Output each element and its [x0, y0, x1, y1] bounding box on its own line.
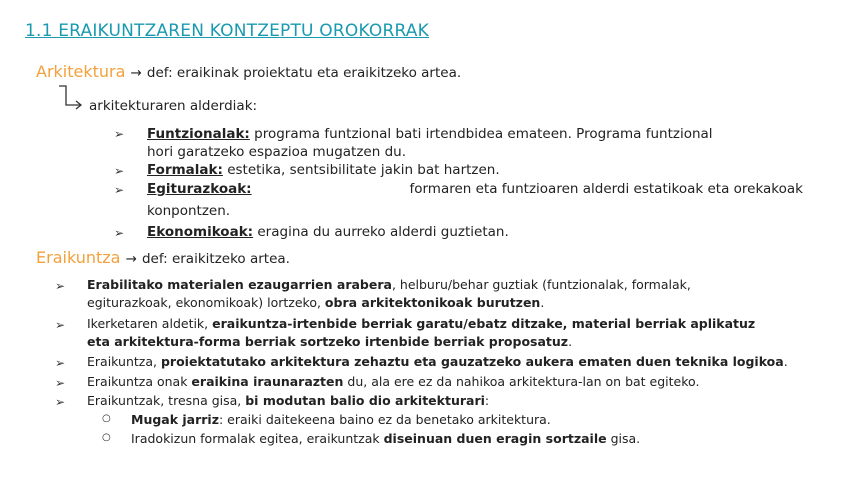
eraikuntza-term: Eraikuntza — [36, 248, 121, 267]
bullet-arrow-icon: ➢ — [55, 376, 66, 390]
aspect-name: Egiturazkoak: — [147, 181, 252, 197]
arrow-icon: → — [125, 251, 137, 267]
bold-text: eraikuntza-irtenbide berriak garatu/ebatz ditzake, material berriak aplikatuz — [212, 316, 756, 331]
text: gisa. — [606, 431, 641, 446]
arkitektura-def-text: def: eraikinak proiektatu eta eraikitzeko artea. — [146, 65, 462, 81]
text: : — [484, 393, 490, 408]
bold-text: eta arkitektura-forma berriak sortzeko irtenbide berriak proposatuz — [87, 334, 569, 349]
aspect-text-cont: hori garatzeko espazioa mugatzen du. — [147, 144, 406, 160]
list-item — [87, 277, 691, 292]
text: . — [568, 334, 573, 349]
circle-bullet-icon: ○ — [102, 432, 111, 443]
aspect-text: eragina du aurreko alderdi guztietan. — [257, 224, 509, 240]
arkitektura-definition — [36, 62, 461, 81]
bold-text: Mugak jarriz — [131, 412, 219, 427]
bullet-arrow-icon: ➢ — [55, 356, 66, 370]
eraikuntza-def-text: def: eraikitzeko artea. — [141, 251, 290, 267]
text: : eraiki daitekeena baino ez da benetako arkitektura. — [219, 412, 551, 427]
bent-arrow-icon — [56, 84, 84, 110]
sub-list-item — [131, 412, 551, 427]
aspect-item — [147, 126, 811, 142]
aspect-item — [147, 162, 500, 178]
text: Ikerketaren aldetik, — [87, 316, 213, 331]
aspect-text: formaren eta funtzioaren alderdi estatikoak eta orekakoak — [409, 181, 803, 197]
bold-text: obra arkitektonikoak burutzen — [324, 295, 541, 310]
aspect-text-cont: konpontzen. — [147, 203, 231, 219]
arrow-icon: → — [130, 65, 142, 81]
aspect-text: estetika, sentsibilitate jakin bat hartzen. — [227, 162, 500, 178]
bold-text: eraikina iraunarazten — [191, 374, 344, 389]
list-item — [87, 393, 489, 408]
list-item — [87, 316, 755, 331]
aspect-item — [147, 224, 509, 240]
bullet-arrow-icon: ➢ — [55, 395, 66, 409]
aspect-name: Formalak: — [147, 162, 223, 178]
list-item — [87, 354, 788, 369]
bold-text: diseinuan duen eragin sortzaile — [383, 431, 607, 446]
aspect-name: Ekonomikoak: — [147, 224, 254, 240]
bullet-arrow-icon: ➢ — [114, 226, 125, 240]
text: Eraikuntzak, tresna gisa, — [87, 393, 246, 408]
aspect-text: programa funtzional bati irtendbidea emateen. Programa funtzional — [254, 126, 713, 142]
bold-text: bi modutan balio dio arkitekturari — [245, 393, 485, 408]
text: . — [783, 354, 788, 369]
bullet-arrow-icon: ➢ — [114, 183, 125, 197]
aspects-heading: arkitekturaren alderdiak: — [89, 98, 258, 114]
page-title: 1.1 ERAIKUNTZAREN KONTZEPTU OROKORRAK — [25, 21, 429, 41]
text: du, ala ere ez da nahikoa arkitektura-lan on bat egiteko. — [343, 374, 700, 389]
bullet-arrow-icon: ➢ — [55, 318, 66, 332]
text: , helburu/behar guztiak (funtzionalak, formalak, — [391, 277, 691, 292]
text: egiturazkoak, ekonomikoak) lortzeko, — [87, 295, 325, 310]
aspect-item — [147, 181, 803, 197]
text: . — [540, 295, 545, 310]
bullet-arrow-icon: ➢ — [114, 127, 125, 141]
bullet-arrow-icon: ➢ — [114, 164, 125, 178]
text: Eraikuntza onak — [87, 374, 192, 389]
sub-list-item — [131, 431, 640, 446]
bold-text: Erabilitako materialen ezaugarrien arabera — [87, 277, 392, 292]
text: Eraikuntza, — [87, 354, 161, 369]
bullet-arrow-icon: ➢ — [55, 279, 66, 293]
list-item — [87, 374, 699, 389]
aspect-name: Funtzionalak: — [147, 126, 250, 142]
eraikuntza-definition — [36, 248, 290, 267]
list-item-cont — [87, 334, 572, 349]
list-item-cont — [87, 295, 544, 310]
circle-bullet-icon: ○ — [102, 413, 111, 424]
arkitektura-term: Arkitektura — [36, 62, 126, 81]
text: Iradokizun formalak egitea, eraikuntzak — [131, 431, 384, 446]
bold-text: proiektatutako arkitektura zehaztu eta gauzatzeko aukera ematen duen teknika logikoa — [160, 354, 784, 369]
